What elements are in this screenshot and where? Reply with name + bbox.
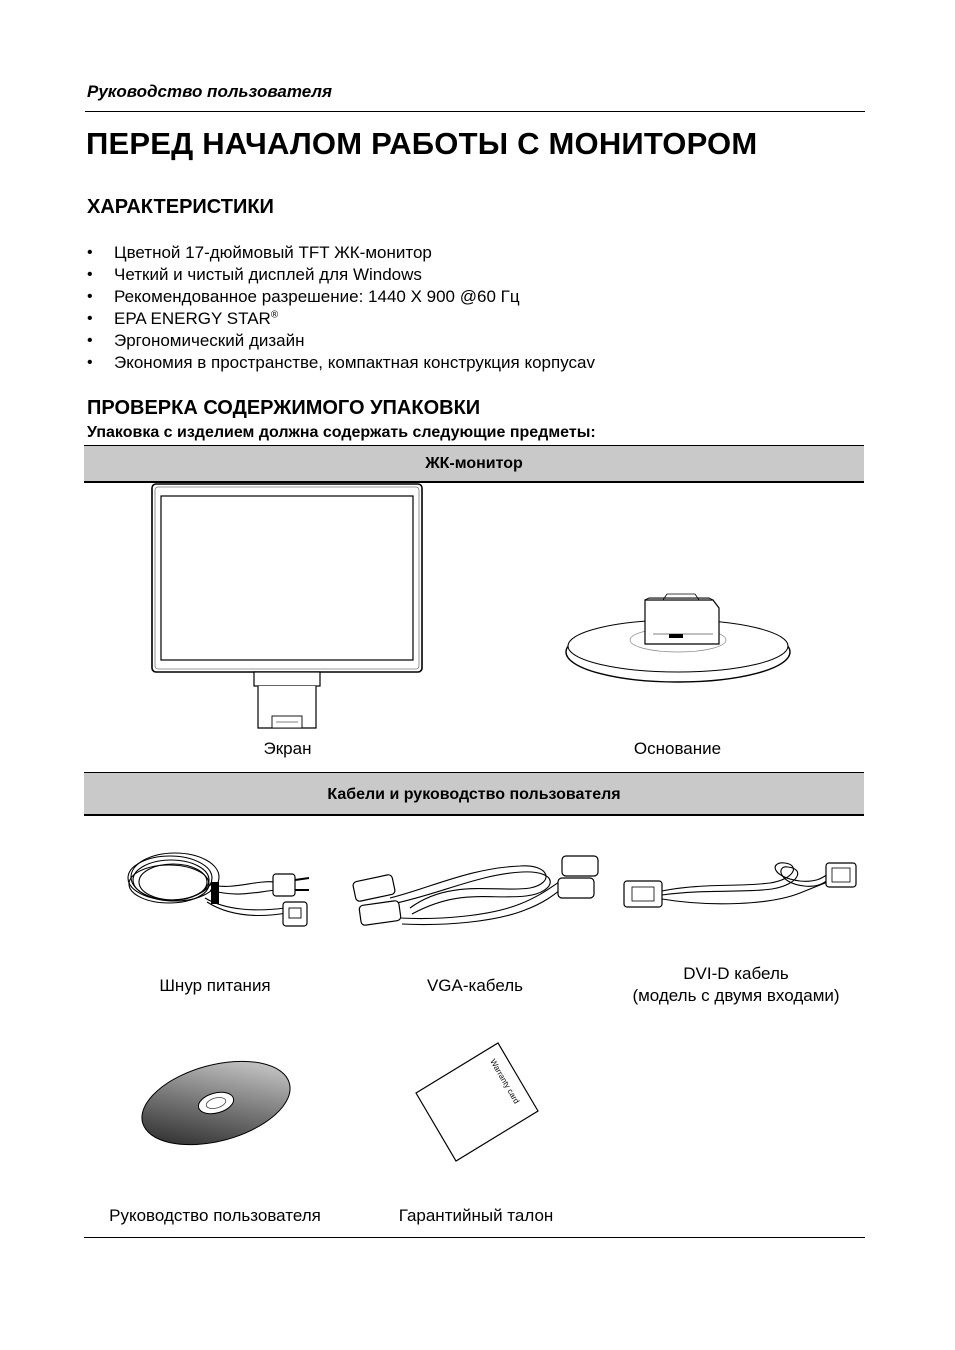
power-cord-icon bbox=[125, 850, 315, 935]
feature-item: • Цветной 17-дюймовый TFT ЖК-монитор bbox=[87, 242, 595, 264]
feature-item: • Экономия в пространстве, компактная конструкция корпусаv bbox=[87, 352, 595, 374]
page-title: ПЕРЕД НАЧАЛОМ РАБОТЫ С МОНИТОРОМ bbox=[86, 126, 758, 161]
registered-mark: ® bbox=[270, 309, 279, 321]
section-header-monitor: ЖК-монитор bbox=[84, 445, 864, 483]
caption-vga-cable: VGA-кабель bbox=[426, 976, 524, 995]
feature-item: • Четкий и чистый дисплей для Windows bbox=[87, 264, 595, 286]
features-list bbox=[87, 242, 595, 374]
caption-dvi-cable: DVI-D кабель (модель с двумя входами) bbox=[632, 964, 840, 1005]
running-header: Руководство пользователя bbox=[87, 82, 332, 101]
vga-cable-icon bbox=[350, 848, 602, 938]
header-rule bbox=[85, 111, 865, 112]
feature-item: • Рекомендованное разрешение: 1440 X 900 @60 Гц bbox=[87, 286, 595, 308]
cd-disc-icon bbox=[138, 1060, 293, 1160]
monitor-screen-icon bbox=[150, 482, 425, 732]
caption-warranty-card: Гарантийный талон bbox=[398, 1206, 554, 1225]
dvi-cable-icon bbox=[620, 855, 860, 925]
monitor-base-icon bbox=[563, 590, 795, 690]
warranty-card-icon bbox=[410, 1035, 545, 1165]
caption-power-cord: Шнур питания bbox=[159, 976, 271, 995]
caption-user-manual: Руководство пользователя bbox=[109, 1206, 321, 1225]
bottom-rule bbox=[84, 1237, 865, 1238]
caption-base: Основание bbox=[633, 739, 722, 758]
caption-screen: Экран bbox=[263, 739, 312, 758]
feature-item: • EPA ENERGY STAR® bbox=[87, 308, 595, 330]
section-header-cables: Кабели и руководство пользователя bbox=[84, 772, 864, 816]
package-heading: ПРОВЕРКА СОДЕРЖИМОГО УПАКОВКИ bbox=[87, 397, 481, 419]
feature-item: • Эргономический дизайн bbox=[87, 330, 595, 352]
warranty-card-text: Warranty card bbox=[488, 1057, 522, 1106]
package-intro: Упаковка с изделием должна содержать следующие предметы: bbox=[87, 424, 596, 441]
features-heading: ХАРАКТЕРИСТИКИ bbox=[87, 196, 274, 218]
